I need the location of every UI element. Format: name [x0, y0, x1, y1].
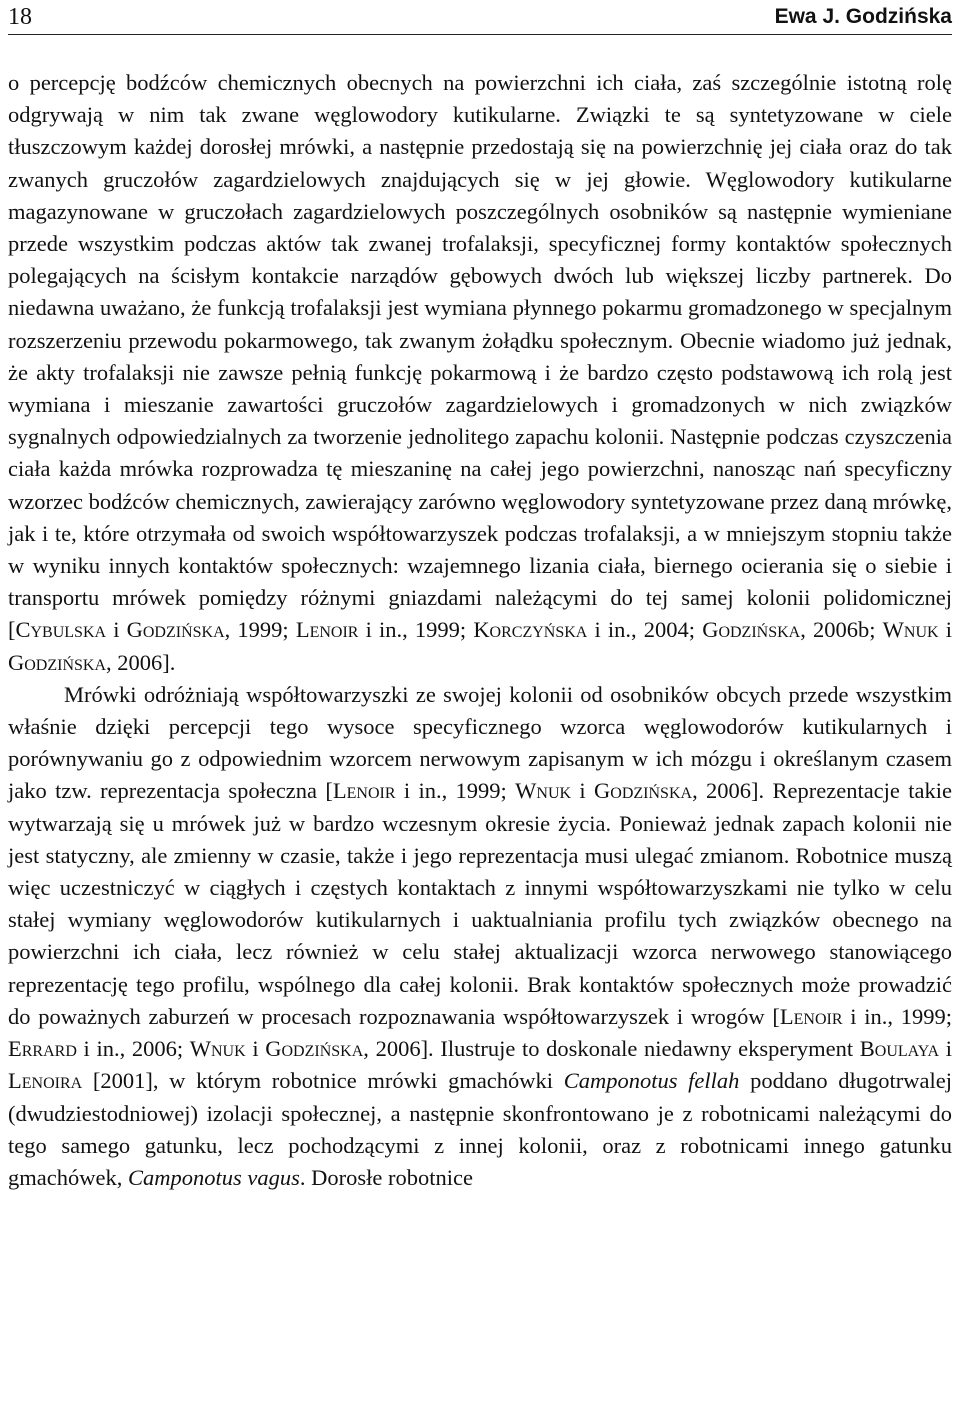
text-run: Mrówki odróżniają współtowarzyszki ze swojej kolonii od osobników obcych przede wszystkim właśnie dzięki percepcji tego wysoce specyficznego wzorca węglowodorów kutikularnych i porównywaniu go z odpowiednim wzorcem nerwowym zapisanym w ich mózgu i określanym czasem jako tzw. reprezentacja społeczna [ — [8, 681, 952, 804]
text-run: i in., 1999; — [358, 617, 474, 643]
text-run: , 2006]. — [106, 649, 176, 675]
text-run: i in., 1999; — [395, 778, 516, 804]
text-run: . Dorosłe robotnice — [299, 1164, 473, 1190]
cited-author: Boulaya — [859, 1036, 940, 1062]
species-name: Camponotus vagus — [127, 1164, 300, 1190]
text-run: , 2006b; — [800, 617, 883, 643]
cited-author: Godzińska — [702, 617, 801, 643]
page-header — [8, 2, 952, 35]
text-run: i — [106, 617, 127, 643]
cited-author: Lenoira — [8, 1068, 83, 1094]
text-run: i — [571, 778, 595, 804]
paragraph — [8, 679, 952, 1194]
species-name: Camponotus fellah — [563, 1068, 740, 1094]
text-run: i in., 1999; — [842, 1003, 952, 1029]
body-text — [8, 67, 952, 1194]
cited-author: Godzińska — [8, 649, 107, 675]
text-run: poddano długotrwalej (dwudziestodniowej) izolacji społecznej, a następnie skonfrontowano je z robotnicami należącymi do tego samego gatunku, lecz pochodzącymi z innej kolonii, oraz z robotnicami innego gatunku gmachówek, — [8, 1068, 952, 1190]
cited-author: Wnuk — [189, 1036, 246, 1062]
cited-author: Wnuk — [515, 778, 572, 804]
cited-author: Lenoir — [779, 1003, 843, 1029]
paragraph — [8, 67, 952, 679]
cited-author: Lenoir — [295, 617, 359, 643]
text-run: , 1999; — [224, 617, 296, 643]
text-run: i — [245, 1036, 266, 1062]
text-run: o percepcję bodźców chemicznych obecnych na powierzchni ich ciała, zaś szczególnie istotną rolę odgrywają w nim tak zwane węglowodory kutikularne. Związki te są syntetyzowane w ciele tłuszczowym każdej dorosłej mrówki, a następnie przedostają się na powierzchnię jej ciała oraz do tak zwanych gruczołów zagardzielowych znajdujących się w jej głowie. Węglowodory kutikularne magazynowane w gruczołach zagardzielowych poszczególnych osobników są następnie wymieniane przede wszystkim podczas aktów tak zwanej trofalaksji, specyficznej formy kontaktów społecznych polegających na ścisłym kontakcie narządów gębowych dwóch lub większej liczby partnerek. Do niedawna uważano, że funkcją trofalaksji jest wymiana płynnego pokarmu gromadzonego w specjalnym rozszerzeniu przewodu pokarmowego, tak zwanym żołądku społecznym. Obecnie wiadomo już jednak, że akty trofalaksji nie zawsze pełnią funkcję pokarmową i że bardzo często podstawową ich rolą jest wymiana i mieszanie zawartości gruczołów zagardzielowych i gromadzonych w nich związków sygnalnych odpowiedzialnych za tworzenie jednolitego zapachu kolonii. Następnie podczas czyszczenia ciała każda mrówka rozprowadza tę mieszaninę na całej jego powierzchni, nanosząc nań specyficzny wzorzec bodźców chemicznych, zawierający zarówno węglowodory syntetyzowane przez daną mrówkę, jak i te, które otrzymała od swoich współtowarzyszek podczas trofalaksji, a w mniejszym stopniu także w wyniku innych kontaktów społecznych: wzajemnego lizania ciała, biernego ocierania się o siebie i transportu mrówek pomiędzy różnymi gniazdami należącymi do tej samej kolonii polidomicznej [ — [8, 70, 952, 643]
text-run: i — [938, 617, 952, 643]
text-run: i — [939, 1036, 952, 1062]
text-run: [2001], w którym robotnice mrówki gmachówki — [82, 1068, 564, 1094]
cited-author: Errard — [8, 1036, 77, 1062]
cited-author: Godzińska — [594, 778, 693, 804]
cited-author: Godzińska — [265, 1036, 364, 1062]
text-run: , 2006]. Ilustruje to doskonale niedawny eksperyment — [363, 1036, 860, 1062]
text-run: , 2006]. Reprezentacje takie wytwarzają się u mrówek już w bardzo wczesnym okresie życia. Ponieważ jednak zapach kolonii nie jest statyczny, ale zmienny w czasie, także i jego reprezentacja musi ulegać zmianom. Robotnice muszą więc uczestniczyć w ciągłych i częstych kontaktach z innymi współtowarzyszkami nie tylko w celu stałej wymiany węglowodorów kutikularnych i uaktualniania profilu tych związków obecnego na powierzchni ich ciała, lecz również w celu stałej aktualizacji wzorca nerwowego stanowiącego reprezentację tego profilu, wspólnego dla całej kolonii. Brak kontaktów społecznych może prowadzić do poważnych zaburzeń w procesach rozpoznawania współtowarzyszek i wrogów [ — [8, 778, 952, 1029]
cited-author: Wnuk — [882, 617, 939, 643]
cited-author: Lenoir — [332, 778, 396, 804]
cited-author: Korczyńska — [473, 617, 588, 643]
cited-author: Cybulska — [15, 617, 107, 643]
page-number: 18 — [8, 4, 32, 30]
text-run: i in., 2004; — [587, 617, 703, 643]
cited-author: Godzińska — [126, 617, 225, 643]
text-run: i in., 2006; — [76, 1036, 190, 1062]
running-head-author: Ewa J. Godzińska — [774, 5, 952, 28]
